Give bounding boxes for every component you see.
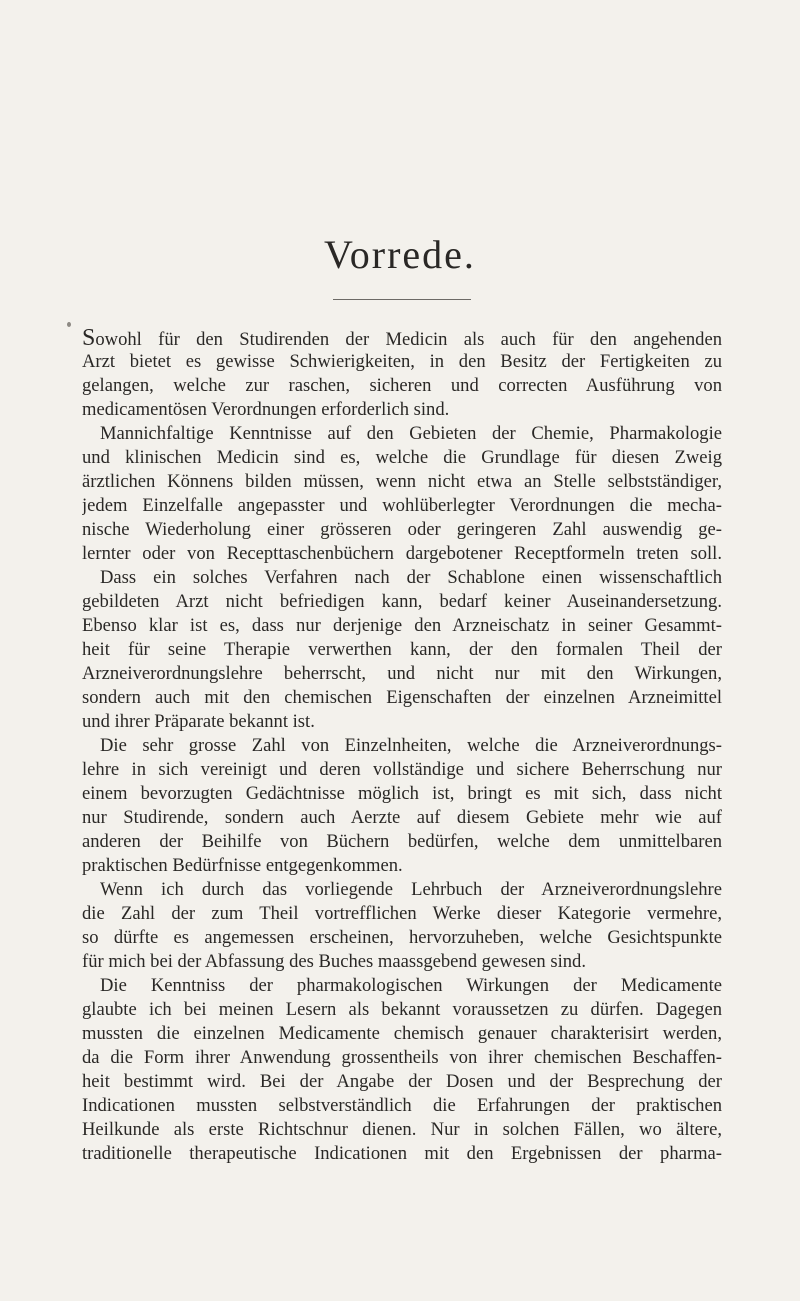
text-line: [82, 1046, 722, 1070]
line-text: Mannichfaltige Kenntnisse auf den Gebieten der Chemie, Pharmakologie: [100, 423, 722, 444]
line-text: die Zahl der zum Theil vortrefflichen Werke dieser Kategorie vermehre,: [82, 903, 722, 924]
line-text: traditionelle therapeutische Indicationen mit den Ergebnissen der pharma-: [82, 1143, 722, 1164]
line-text: nur Studirende, sondern auch Aerzte auf diesem Gebiete mehr wie auf: [82, 807, 722, 828]
line-text: einem bevorzugten Gedächtnisse möglich ist, bringt es mit sich, dass nicht: [82, 783, 722, 804]
line-text: Heilkunde als erste Richtschnur dienen. Nur in solchen Fällen, wo ältere,: [82, 1119, 722, 1140]
line-text: mussten die einzelnen Medicamente chemisch genauer charakterisirt werden,: [82, 1023, 722, 1044]
text-line: [82, 614, 722, 638]
line-text: Arzneiverordnungslehre beherrscht, und nicht nur mit den Wirkungen,: [82, 663, 722, 684]
line-text: lernter oder von Recepttaschenbüchern dargebotener Receptformeln treten soll.: [82, 543, 722, 564]
line-text: gebildeten Arzt nicht befriedigen kann, bedarf keiner Auseinandersetzung.: [82, 591, 722, 612]
text-line: [82, 422, 722, 446]
line-text: Die sehr grosse Zahl von Einzelnheiten, welche die Arzneiverordnungs-: [100, 735, 722, 756]
text-line: [82, 470, 722, 494]
text-line: [82, 902, 722, 926]
text-line: [82, 446, 722, 470]
text-line: [82, 1094, 722, 1118]
text-line: [82, 1118, 722, 1142]
text-line: [82, 758, 722, 782]
line-text: Indicationen mussten selbstverständlich die Erfahrungen der praktischen: [82, 1095, 722, 1116]
line-text: Dass ein solches Verfahren nach der Schablone einen wissenschaftlich: [100, 567, 722, 588]
line-text: für mich bei der Abfassung des Buches maassgebend gewesen sind.: [82, 951, 586, 972]
line-text: medicamentösen Verordnungen erforderlich sind.: [82, 399, 450, 420]
line-text: heit bestimmt wird. Bei der Angabe der Dosen und der Besprechung der: [82, 1071, 722, 1092]
text-line: [82, 662, 722, 686]
text-line: [82, 710, 722, 734]
text-line: [82, 926, 722, 950]
text-line: [82, 734, 722, 758]
text-line: [82, 590, 722, 614]
text-line: [82, 686, 722, 710]
text-line: [82, 854, 722, 878]
line-text: Ebenso klar ist es, dass nur derjenige den Arzneischatz in seiner Gesammt-: [82, 615, 722, 636]
text-line: [82, 542, 722, 566]
text-line: [82, 1142, 722, 1166]
line-text: lehre in sich vereinigt und deren vollständige und sichere Beherrschung nur: [82, 759, 722, 780]
text-line: [82, 950, 722, 974]
initial-letter: S: [82, 326, 96, 350]
preface-body: [82, 326, 722, 1166]
text-line: [82, 1022, 722, 1046]
text-line: [82, 878, 722, 902]
line-text: sondern auch mit den chemischen Eigenschaften der einzelnen Arzneimittel: [82, 687, 722, 708]
line-text: owohl für den Studirenden der Medicin als auch für den angehenden: [95, 329, 722, 350]
line-text: so dürfte es angemessen erscheinen, hervorzuheben, welche Gesichtspunkte: [82, 927, 722, 948]
line-text: Die Kenntniss der pharmakologischen Wirkungen der Medicamente: [100, 975, 722, 996]
text-line: [82, 1070, 722, 1094]
line-text: glaubte ich bei meinen Lesern als bekannt voraussetzen zu dürfen. Dagegen: [82, 999, 722, 1020]
line-text: und ihrer Präparate bekannt ist.: [82, 711, 315, 732]
line-text: ärztlichen Könnens bilden müssen, wenn nicht etwa an Stelle selbstständiger,: [82, 471, 722, 492]
text-line: [82, 566, 722, 590]
text-line: [82, 782, 722, 806]
text-line: [82, 998, 722, 1022]
text-line: [82, 326, 722, 350]
text-line: [82, 518, 722, 542]
printer-mark: [67, 322, 71, 327]
line-text: und klinischen Medicin sind es, welche die Grundlage für diesen Zweig: [82, 447, 722, 468]
line-text: Arzt bietet es gewisse Schwierigkeiten, in den Besitz der Fertigkeiten zu: [82, 351, 722, 372]
text-line: [82, 494, 722, 518]
line-text: praktischen Bedürfnisse entgegenkommen.: [82, 855, 403, 876]
line-text: heit für seine Therapie verwerthen kann, der den formalen Theil der: [82, 639, 722, 660]
line-text: da die Form ihrer Anwendung grossentheils von ihrer chemischen Beschaffen-: [82, 1047, 722, 1068]
line-text: jedem Einzelfalle angepasster und wohlüberlegter Verordnungen die mecha-: [82, 495, 722, 516]
text-line: [82, 974, 722, 998]
line-text: Wenn ich durch das vorliegende Lehrbuch der Arzneiverordnungslehre: [100, 879, 722, 900]
line-text: nische Wiederholung einer grösseren oder geringeren Zahl auswendig ge-: [82, 519, 722, 540]
text-line: [82, 374, 722, 398]
text-line: [82, 806, 722, 830]
text-line: [82, 398, 722, 422]
line-text: gelangen, welche zur raschen, sicheren und correcten Ausführung von: [82, 375, 722, 396]
text-line: [82, 830, 722, 854]
text-line: [82, 350, 722, 374]
line-text: anderen der Beihilfe von Büchern bedürfen, welche dem unmittelbaren: [82, 831, 722, 852]
text-line: [82, 638, 722, 662]
page-title: Vorrede.: [324, 232, 476, 277]
title-divider: [333, 299, 471, 300]
